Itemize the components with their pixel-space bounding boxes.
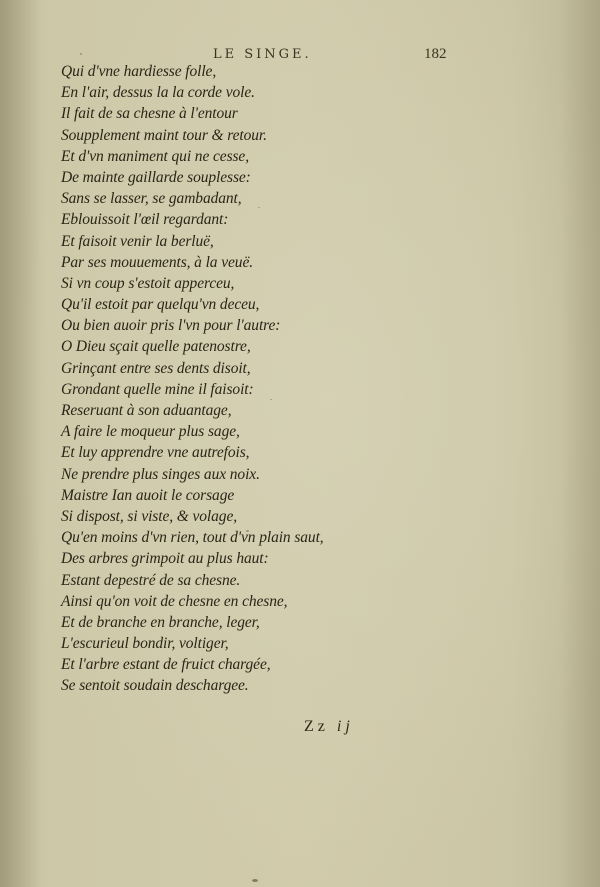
verse-line: Si dispost, si viste, & volage, [61, 507, 237, 525]
page-left-shadow [0, 0, 40, 887]
signature-letters: Zz [304, 718, 329, 735]
verse-line: Ainsi qu'on voit de chesne en chesne, [61, 592, 288, 610]
verse-line: Il fait de sa chesne à l'entour [61, 105, 238, 123]
verse-line: En l'air, dessus la la corde vole. [61, 84, 255, 102]
signature-mark [304, 718, 354, 736]
verse-line: Et l'arbre estant de fruict chargée, [61, 656, 271, 674]
running-head: LE SINGE. [213, 47, 312, 62]
verse-line: Ou bien auoir pris l'vn pour l'autre: [61, 317, 281, 335]
verse-line: Si vn coup s'estoit apperceu, [61, 274, 235, 292]
signature-number: ij [336, 718, 354, 735]
verse-line: Qui d'vne hardiesse folle, [61, 63, 217, 80]
verse-line: Qu'il estoit par quelqu'vn deceu, [61, 296, 260, 314]
verse-line: Sans se lasser, se gambadant, [61, 190, 242, 208]
verse-line: Maistre Ian auoit le corsage [61, 486, 235, 504]
verse-line: Soupplement maint tour & retour. [61, 126, 267, 144]
verse-line: Estant depestré de sa chesne. [61, 571, 241, 589]
verse-line: Et de branche en branche, leger, [61, 613, 260, 631]
verse-line: Des arbres grimpoit au plus haut: [61, 550, 269, 568]
verse-line: Qu'en moins d'vn rien, tout d'vn plain saut, [61, 529, 324, 547]
verse-line: O Dieu sçait quelle patenostre, [61, 338, 251, 356]
verse-line: A faire le moqueur plus sage, [61, 423, 240, 441]
ink-speck [252, 879, 258, 882]
verse-line: Eblouissoit l'œil regardant: [61, 211, 229, 229]
verse-line: Se sentoit soudain deschargee. [61, 677, 249, 695]
verse-block [61, 61, 324, 697]
verse-line: Grondant quelle mine il faisoit: [61, 380, 254, 398]
verse-line: Et luy apprendre vne autrefois, [61, 444, 250, 462]
verse-line: Grinçant entre ses dents disoit, [61, 359, 251, 377]
verse-line: De mainte gaillarde souplesse: [61, 168, 251, 186]
verse-line: Et d'vn maniment qui ne cesse, [61, 147, 249, 165]
verse-line: Ne prendre plus singes aux noix. [61, 465, 260, 483]
page-number: 182 [424, 46, 447, 62]
verse-line: Reseruant à son aduantage, [61, 402, 232, 419]
verse-line: Par ses mouuements, à la veuë. [61, 253, 253, 271]
verse-line: Et faisoit venir la berluë, [61, 232, 214, 250]
page-right-shadow [560, 0, 600, 887]
verse-line: L'escurieul bondir, voltiger, [61, 635, 229, 653]
